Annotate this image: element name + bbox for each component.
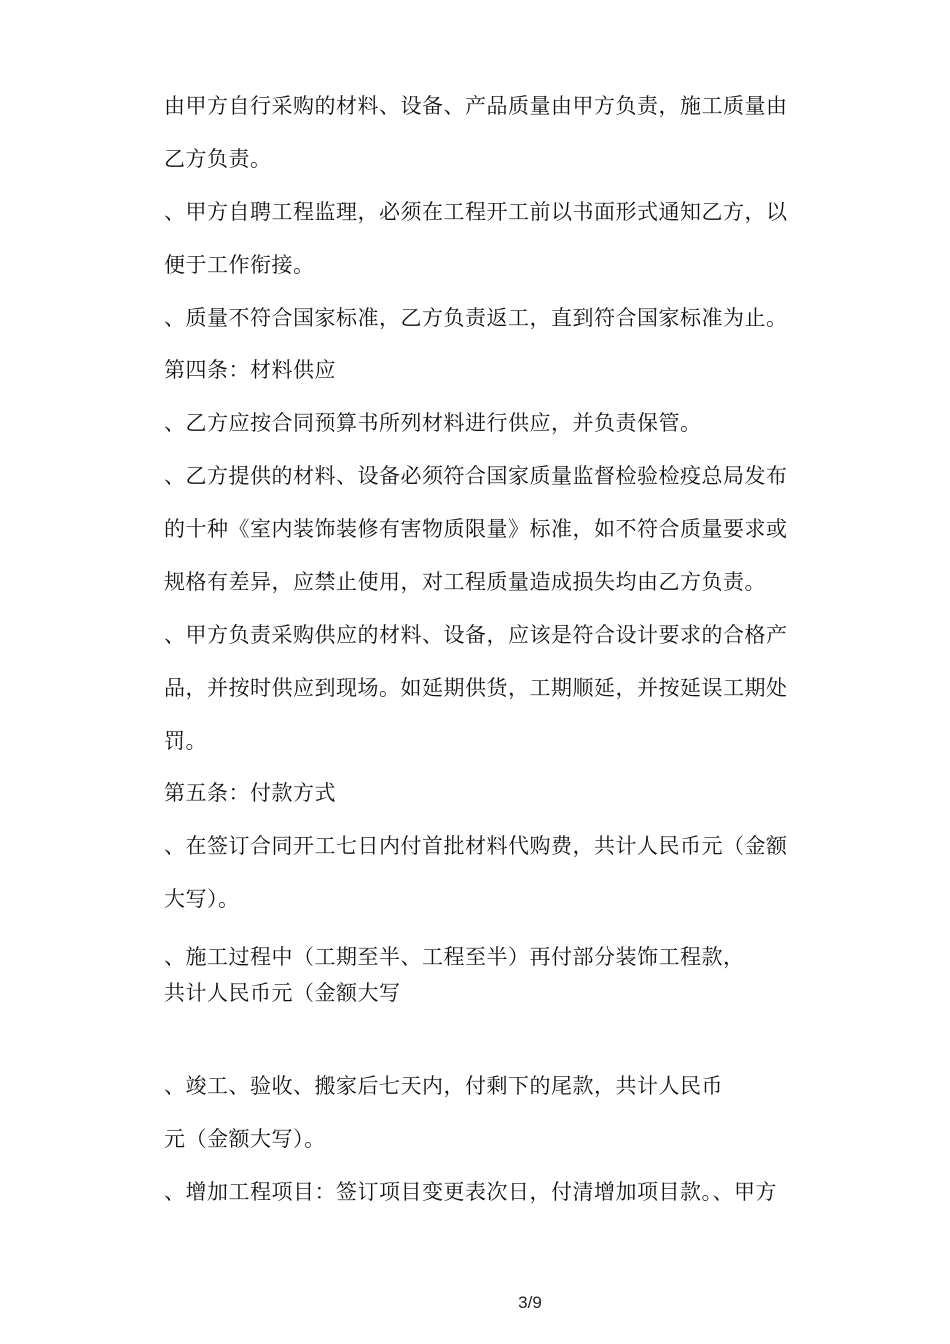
text-line: 大写）。 bbox=[164, 887, 240, 911]
text-line: 乙方负责。 bbox=[164, 147, 272, 171]
text-line: 便于工作衔接。 bbox=[164, 253, 315, 277]
text-line: 、甲方自聘工程监理，必须在工程开工前以书面形式通知乙方，以 bbox=[164, 200, 788, 224]
text-line: 、竣工、验收、搬家后七天内，付剩下的尾款，共计人民币 bbox=[164, 1074, 723, 1098]
text-line: 元（金额大写）。 bbox=[164, 1127, 326, 1151]
text-line: 、乙方提供的材料、设备必须符合国家质量监督检验检疫总局发布 bbox=[164, 464, 788, 488]
text-line: 品，并按时供应到现场。如延期供货，工期顺延，并按延误工期处 bbox=[164, 676, 788, 700]
text-line: 罚。 bbox=[164, 729, 207, 753]
text-line: 、甲方负责采购供应的材料、设备，应该是符合设计要求的合格产 bbox=[164, 623, 788, 647]
text-line: 的十种《室内装饰装修有害物质限量》标准，如不符合质量要求或 bbox=[164, 517, 788, 541]
text-line: 共计人民币元（金额大写 bbox=[164, 981, 401, 1005]
text-line: 、施工过程中（工期至半、工程至半）再付部分装饰工程款， bbox=[164, 945, 745, 969]
text-line: 、增加工程项目：签订项目变更表次日，付清增加项目款。、甲方 bbox=[164, 1180, 777, 1204]
text-line: 规格有差异，应禁止使用，对工程质量造成损失均由乙方负责。 bbox=[164, 570, 766, 594]
text-line: 、质量不符合国家标准，乙方负责返工，直到符合国家标准为止。 bbox=[164, 306, 788, 330]
text-line: 、在签订合同开工七日内付首批材料代购费，共计人民币元（金额 bbox=[164, 834, 788, 858]
section-heading: 第五条：付款方式 bbox=[164, 781, 336, 805]
section-heading: 第四条：材料供应 bbox=[164, 358, 336, 382]
text-line: 由甲方自行采购的材料、设备、产品质量由甲方负责，施工质量由 bbox=[164, 94, 788, 118]
text-line: 、乙方应按合同预算书所列材料进行供应，并负责保管。 bbox=[164, 411, 702, 435]
page-number: 3/9 bbox=[518, 1293, 542, 1312]
